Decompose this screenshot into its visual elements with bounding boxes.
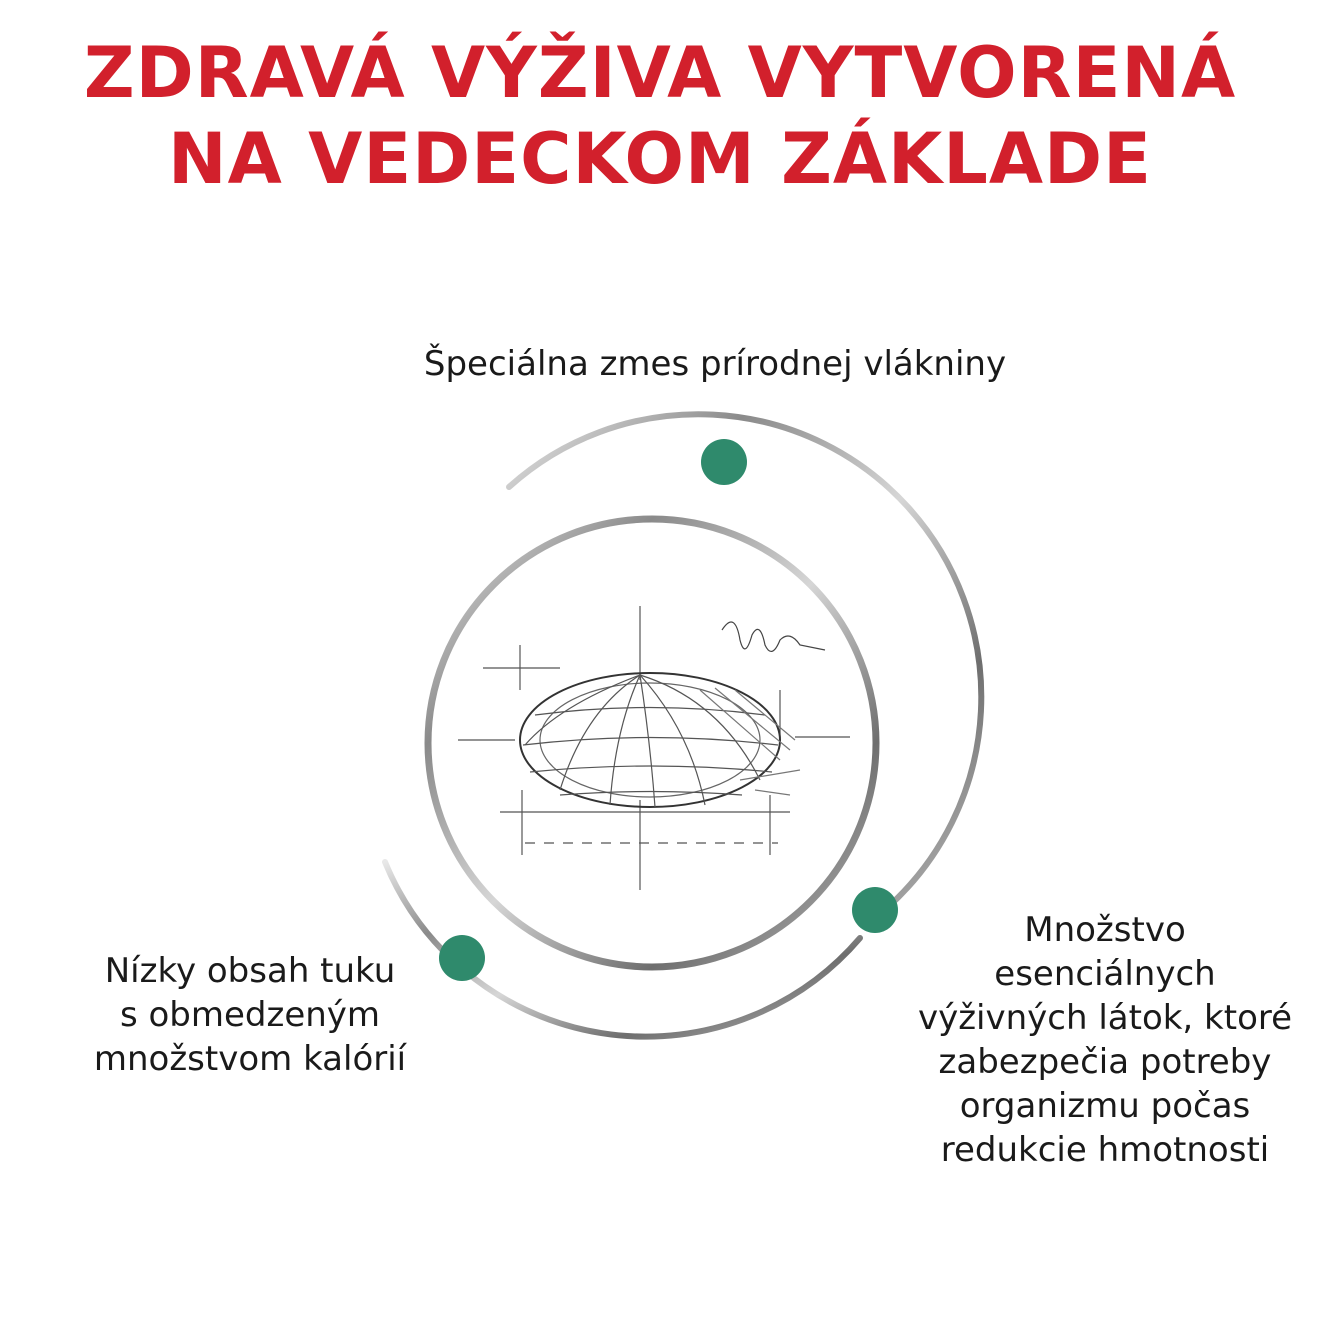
kibble-sketch-icon (458, 606, 850, 890)
benefit-low-fat-line-2: s obmedzeným (119, 995, 381, 1035)
title-line-1: ZDRAVÁ VÝŽIVA VYTVORENÁ (83, 32, 1237, 114)
benefit-nutrients-line-3: výživných látok, ktoré (917, 998, 1293, 1038)
benefit-nutrients (890, 908, 1320, 1172)
inner-ring (428, 519, 876, 967)
outer-ring-arc-top (509, 414, 981, 907)
benefit-nutrients-line-2: esenciálnych (994, 954, 1216, 994)
benefit-nutrients-line-4: zabezpečia potreby (938, 1042, 1272, 1082)
green-dot-icon-top (701, 439, 747, 485)
title-line-2: NA VEDECKOM ZÁKLADE (168, 118, 1152, 200)
benefit-nutrients-line-5: organizmu počas (959, 1086, 1251, 1126)
benefit-low-fat-line-1: Nízky obsah tuku (104, 951, 396, 991)
benefit-low-fat (40, 949, 460, 1081)
benefit-low-fat-line-3: množstvom kalórií (93, 1039, 407, 1079)
benefit-fiber-line-1: Špeciálna zmes prírodnej vlákniny (423, 344, 1007, 384)
benefit-nutrients-line-6: redukcie hmotnosti (940, 1130, 1270, 1170)
benefit-nutrients-line-1: Množstvo (1024, 910, 1186, 950)
benefit-fiber (360, 342, 1070, 386)
